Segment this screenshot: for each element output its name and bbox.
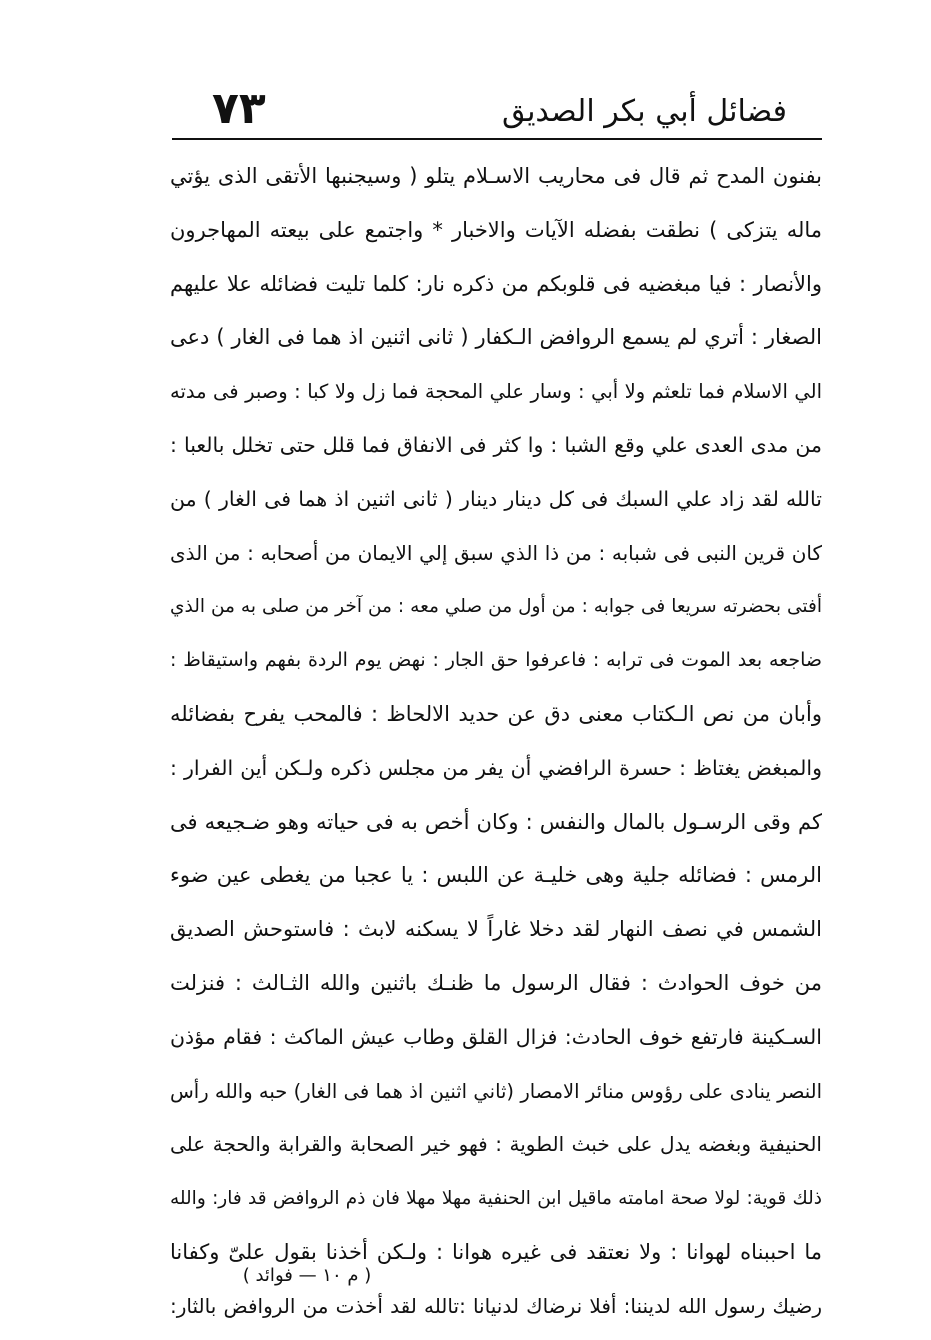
text-line: والأنصار : فيا مبغضيه فى قلوبكم من ذكره نار: كلما تليت فضائله علا عليهم <box>170 271 822 296</box>
page-header <box>172 80 822 140</box>
body-text <box>170 150 822 1334</box>
text-line: الي الاسلام فما تلعثم ولا أبي : وسار علي المحجة فما زل ولا كبا : وصبر فى مدته <box>170 380 822 404</box>
text-line: كان قرين النبى فى شبابه : من ذا الذي سبق إلي الايمان من أصحابه : من الذى <box>170 540 822 565</box>
text-line: والمبغض يغتاظ : حسرة الرافضي أن يفر من مجلس ذكره ولـكن أين الفرار : <box>170 755 822 780</box>
text-line: النصر ينادى على رؤوس منائر الامصار (ثاني اثنين اذ هما فى الغار) حبه والله رأس <box>170 1079 822 1103</box>
text-line: وأبان من نص الـكتاب معنى دق عن حديد الالحاظ : فالمحب يفرح بفضائله <box>170 701 822 726</box>
text-line: ضاجعه بعد الموت فى ترابه : فاعرفوا حق الجار : نهض يوم الردة بفهم واستيقاظ : <box>170 649 822 672</box>
text-line: من خوف الحوادث : فقال الرسول ما ظنـك باثنين والله الثـالث : فنزلت <box>170 970 822 995</box>
text-line: رضيك رسول الله لديننا: أفلا نرضاك لدنيانا :تالله لقد أخذت من الروافض بالثار: <box>170 1293 822 1318</box>
text-line: الصغار : أتري لم يسمع الروافض الـكفار ( ثانى اثنين اذ هما فى الغار ) دعى <box>170 325 822 350</box>
text-line: الحنيفية وبغضه يدل على خبث الطوية : فهو خير الصحابة والقرابة والحجة على <box>170 1132 822 1157</box>
text-line: ماله يتزكى ) نطقت بفضله الآيات والاخبار * واجتمع على بيعته المهاجرون <box>170 217 822 242</box>
text-line: ذلك قوية: لولا صحة امامته ماقيل ابن الحنفية مهلا مهلا فان ذم الروافض قد فار: والله <box>170 1188 822 1210</box>
text-line: تالله لقد زاد علي السبك فى كل دينار دينار ( ثانى اثنين اذ هما فى الغار ) من <box>170 486 822 511</box>
text-line: بفنون المدح ثم قال فى محاريب الاسـلام يتلو ( وسيجنبها الأتقى الذى يؤتي <box>170 164 822 188</box>
text-line: أفتى بحضرته سريعا فى جوابه : من أول من صلي معه : من آخر من صلى به من الذي <box>170 596 822 618</box>
header-rule <box>172 138 822 140</box>
text-line: من مدى العدى علي وقع الشبا : وا كثر فى الانفاق فما قلل حتى تخلل بالعبا : <box>170 432 822 457</box>
signature-mark: ( م ١٠ — فوائد ) <box>242 1265 372 1286</box>
text-line: السـكينة فارتفع خوف الحادث: فزال القلق وطاب عيش الماكث : فقام مؤذن <box>170 1024 822 1049</box>
text-line: الشمس في نصف النهار لقد دخلا غاراً لا يسكنه لابث : فاستوحش الصديق <box>170 917 822 942</box>
page-number: ٧٣ <box>212 83 266 134</box>
text-line: ما احببناه لهوانا : ولا نعتقد فى غيره هوانا : ولـكن أخذنا بقول علىّ وكفانا <box>170 1239 822 1264</box>
text-line: الرمس : فضائله جلية وهى خليـة عن اللبس : يا عجبا من يغطى عين ضوء <box>170 863 822 888</box>
text-line: كم وقى الرسـول بالمال والنفس : وكان أخص به فى حياته وهو ضـجيعه فى <box>170 809 822 834</box>
book-title: فضائل أبي بكر الصديق <box>502 94 787 129</box>
